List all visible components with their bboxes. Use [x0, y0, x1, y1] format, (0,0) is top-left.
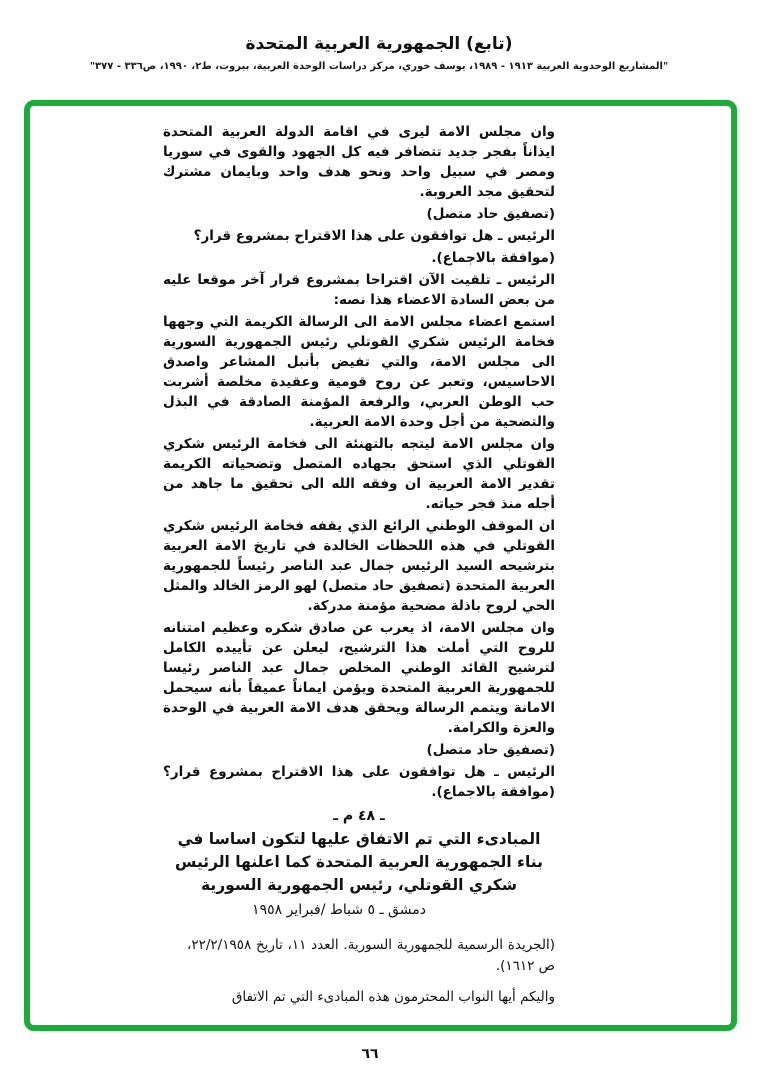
page-title: (تابع) الجمهورية العربية المتحدة — [245, 34, 513, 54]
paragraph: استمع اعضاء مجلس الامة الى الرسالة الكريمة التي وجهها فخامة الرئيس شكري القوتلي رئيس الجمهورية السورية الى مجلس الامة، والتي تفيض بأنبل المشاعر واصدق الاحاسيس، وتعبر عن روح قومية وعقيدة مخلصة أشربت حب الوطن العربي، والرفعة المؤمنة الصادقة في البذل والتضحية من أجل وحدة الامة العربية. — [163, 314, 555, 430]
paragraph: (موافقة بالاجماع). — [431, 250, 555, 266]
section-number-marker: ـ ٤٨ م ـ — [333, 808, 385, 824]
paragraph: (تصفيق حاد متصل) — [426, 206, 555, 222]
body-paragraphs — [163, 122, 555, 802]
paragraph: وان مجلس الامة ليرى في اقامة الدولة العربية المتحدة ايذاناً بفجر جديد تتضافر فيه كل الجهود والقوى في سوريا ومصر في سبيل واحد ونحو هدف واحد وبايمان مشترك لتحقيق مجد العروبة. — [163, 124, 555, 200]
paragraph: وان مجلس الامة، اذ يعرب عن صادق شكره وعظيم امتنانه للروح التي أملت هذا الترشيح، ليعلن عن تأييده الكامل لترشيح القائد الوطني المخلص جمال عبد الناصر رئيسا للجمهورية العربية المتحدة ويؤمن ايماناً عميقاً بأنه سيحمل الامانة ويتمم الرسالة ويحقق هدف الامة العربية في الوحدة والعزة والكرامة. — [163, 620, 555, 736]
document-text-column — [163, 122, 555, 1008]
closing-line: واليكم أيها النواب المحترمون هذه المبادىء التي تم الاتفاق — [231, 989, 555, 1005]
paragraph: ان الموقف الوطني الرائع الذي يقفه فخامة الرئيس شكري القوتلي في هذه اللحظات الخالدة في تاريخ الامة العربية بترشيحه السيد الرئيس جمال عبد الناصر رئيساً للجمهورية العربية المتحدة (تصفيق حاد متصل) لهو الرمز الخالد والمثل الحي لروح باذلة مضحية مؤمنة مدركة. — [163, 518, 555, 614]
paragraph: (تصفيق حاد متصل) — [426, 742, 555, 758]
official-gazette-citation: (الجريدة الرسمية للجمهورية السورية. العدد ١١، تاريخ ٢٢/٢/١٩٥٨، ص ١٦١٢). — [187, 937, 555, 974]
paragraph: وان مجلس الامة ليتجه بالتهنئة الى فخامة الرئيس شكري القوتلي الذي استحق بجهاده المتصل وتضحياته الكريمة تقدير الامة العربية ان وفقه الله الى تحقيق ما جاهد من أجله منذ فجر حياته. — [163, 436, 555, 512]
page-number: ٦٦ — [361, 1046, 379, 1062]
paragraph: الرئيس ـ تلقيت الآن اقتراحا بمشروع قرار آخر موقعا عليه من بعض السادة الاعضاء هذا نصه: — [163, 272, 555, 308]
dateline: دمشق ـ ٥ شباط /فبراير ١٩٥٨ — [252, 902, 426, 918]
paragraph: الرئيس ـ هل توافقون على هذا الاقتراح بمشروع قرار؟(موافقة بالاجماع). — [163, 764, 555, 800]
paragraph: الرئيس ـ هل توافقون على هذا الاقتراح بمشروع قرار؟ — [193, 228, 555, 244]
document-heading: المبادىء التي تم الاتفاق عليها لتكون اساسا في بناء الجمهورية العربية المتحدة كما اعلنها الرئيس شكري القوتلي، رئيس الجمهورية السورية — [175, 830, 543, 894]
bibliographic-source-line: "المشاريع الوحدوية العربية ١٩١٣ - ١٩٨٩، يوسف خوري، مركز دراسات الوحدة العربية، بيروت، ط٢، ١٩٩٠، ص٣٣٦ - ٣٧٧" — [89, 61, 669, 72]
page-header — [0, 34, 758, 72]
